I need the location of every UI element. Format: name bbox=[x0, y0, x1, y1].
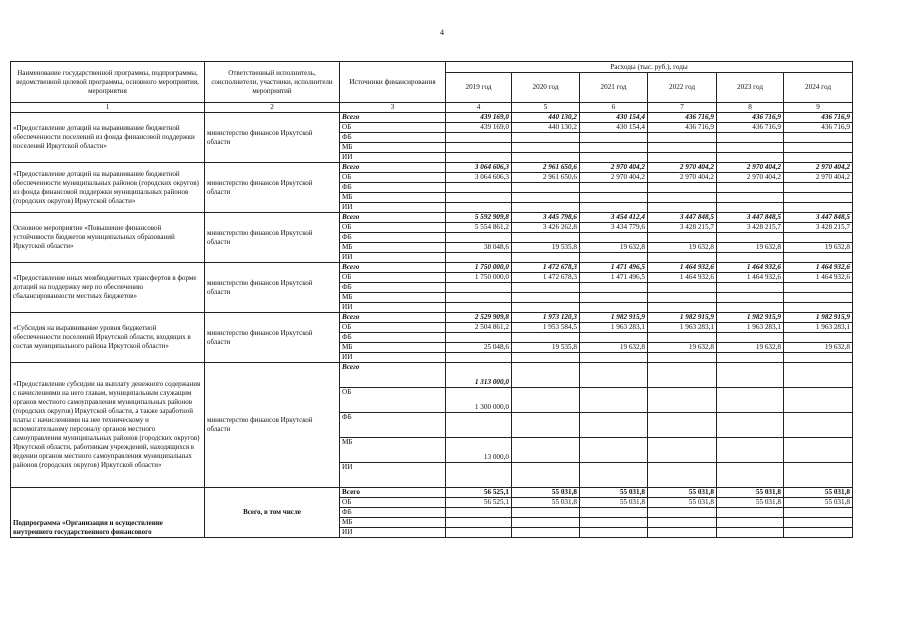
measure-name: «Предоставление дотаций на выравнивание бюджетной обеспеченности поселений из фонда финансовой поддержки поселений Иркутской области» bbox=[11, 113, 205, 163]
amount-cell bbox=[512, 133, 580, 143]
funding-source: ИИ bbox=[340, 353, 446, 363]
amount-cell bbox=[512, 153, 580, 163]
amount-cell: 1 982 915,9 bbox=[784, 313, 853, 323]
header-name: Наименование государственной программы, подпрограммы, ведомственной целевой программы, основного мероприятия, мероприятия bbox=[11, 62, 205, 103]
amount-cell: 5 554 861,2 bbox=[446, 223, 512, 233]
funding-source: МБ bbox=[340, 343, 446, 353]
amount-cell: 19 535,8 bbox=[512, 243, 580, 253]
measure-name: «Предоставление иных межбюджетных трансфертов в форме дотаций на поддержку мер по обеспечению сбалансированности местных бюджетов» bbox=[11, 263, 205, 313]
amount-cell bbox=[580, 233, 648, 243]
amount-cell bbox=[648, 253, 717, 263]
amount-cell: 55 031,8 bbox=[512, 498, 580, 508]
funding-source: ОБ bbox=[340, 273, 446, 283]
amount-cell bbox=[446, 518, 512, 528]
funding-source: ФБ bbox=[340, 233, 446, 243]
amount-cell: 3 426 262,8 bbox=[512, 223, 580, 233]
amount-cell bbox=[580, 438, 648, 463]
amount-cell: 1 750 000,0 bbox=[446, 263, 512, 273]
amount-cell: 55 031,8 bbox=[717, 488, 784, 498]
amount-cell: 2 961 650,6 bbox=[512, 163, 580, 173]
funding-source: Всего bbox=[340, 313, 446, 323]
measure-name: «Субсидия на выравнивание уровня бюджетной обеспеченности поселений Иркутской области, входящих в состав муниципального района Иркутской области» bbox=[11, 313, 205, 363]
amount-cell: 3 447 848,5 bbox=[648, 213, 717, 223]
amount-cell: 2 970 404,2 bbox=[717, 173, 784, 183]
header-year: 2024 год bbox=[784, 73, 853, 103]
header-year: 2020 год bbox=[512, 73, 580, 103]
funding-source: Всего bbox=[340, 113, 446, 123]
amount-cell: 55 031,8 bbox=[648, 498, 717, 508]
amount-cell bbox=[648, 518, 717, 528]
amount-cell bbox=[446, 183, 512, 193]
amount-cell bbox=[717, 233, 784, 243]
amount-cell bbox=[717, 293, 784, 303]
amount-cell bbox=[717, 528, 784, 538]
amount-cell: 3 064 606,3 bbox=[446, 163, 512, 173]
amount-cell bbox=[512, 438, 580, 463]
amount-cell bbox=[784, 193, 853, 203]
funding-source: ОБ bbox=[340, 223, 446, 233]
amount-cell: 439 169,0 bbox=[446, 113, 512, 123]
amount-cell bbox=[446, 528, 512, 538]
header-year: 2019 год bbox=[446, 73, 512, 103]
table-body bbox=[11, 62, 853, 538]
header-year: 2021 год bbox=[580, 73, 648, 103]
amount-cell bbox=[784, 463, 853, 488]
amount-cell bbox=[512, 143, 580, 153]
amount-cell: 439 169,0 bbox=[446, 123, 512, 133]
amount-cell: 5 592 909,8 bbox=[446, 213, 512, 223]
amount-cell: 19 632,8 bbox=[717, 343, 784, 353]
amount-cell bbox=[446, 253, 512, 263]
amount-cell bbox=[648, 193, 717, 203]
amount-cell: 19 632,8 bbox=[648, 343, 717, 353]
amount-cell bbox=[717, 388, 784, 413]
budget-table bbox=[10, 61, 853, 538]
amount-cell bbox=[717, 333, 784, 343]
amount-cell: 1 464 932,6 bbox=[648, 273, 717, 283]
amount-cell bbox=[512, 203, 580, 213]
amount-cell bbox=[648, 133, 717, 143]
amount-cell bbox=[648, 203, 717, 213]
amount-cell: 3 428 215,7 bbox=[784, 223, 853, 233]
amount-cell bbox=[648, 303, 717, 313]
amount-cell bbox=[446, 508, 512, 518]
header-year: 2023 год bbox=[717, 73, 784, 103]
amount-cell bbox=[580, 193, 648, 203]
amount-cell: 3 454 412,4 bbox=[580, 213, 648, 223]
amount-cell bbox=[784, 283, 853, 293]
column-number: 3 bbox=[340, 103, 446, 113]
header-expenses: Расходы (тыс. руб.), годы bbox=[446, 62, 853, 73]
amount-cell: 3 064 606,3 bbox=[446, 173, 512, 183]
amount-cell bbox=[446, 193, 512, 203]
funding-source: Всего bbox=[340, 488, 446, 498]
amount-cell: 55 031,8 bbox=[784, 488, 853, 498]
page-number: 4 bbox=[440, 28, 444, 37]
amount-cell: 1 982 915,9 bbox=[580, 313, 648, 323]
amount-cell bbox=[717, 518, 784, 528]
amount-cell bbox=[512, 283, 580, 293]
amount-cell: 2 970 404,2 bbox=[784, 173, 853, 183]
amount-cell bbox=[446, 413, 512, 438]
amount-cell bbox=[784, 508, 853, 518]
funding-source: ИИ bbox=[340, 153, 446, 163]
amount-cell: 430 154,4 bbox=[580, 123, 648, 133]
amount-cell: 2 961 650,6 bbox=[512, 173, 580, 183]
amount-cell bbox=[580, 183, 648, 193]
funding-source: Всего bbox=[340, 263, 446, 273]
amount-cell bbox=[648, 363, 717, 388]
amount-cell bbox=[784, 143, 853, 153]
funding-source: МБ bbox=[340, 518, 446, 528]
amount-cell bbox=[446, 133, 512, 143]
funding-source: ОБ bbox=[340, 388, 446, 413]
amount-cell: 3 447 848,5 bbox=[717, 213, 784, 223]
amount-cell bbox=[648, 233, 717, 243]
amount-cell: 2 970 404,2 bbox=[717, 163, 784, 173]
amount-cell bbox=[512, 183, 580, 193]
amount-cell bbox=[580, 143, 648, 153]
amount-cell bbox=[580, 203, 648, 213]
amount-cell bbox=[648, 413, 717, 438]
funding-source: ОБ bbox=[340, 123, 446, 133]
table-row bbox=[11, 163, 853, 173]
amount-cell bbox=[512, 233, 580, 243]
column-number: 8 bbox=[717, 103, 784, 113]
amount-cell bbox=[648, 388, 717, 413]
funding-source: ИИ bbox=[340, 253, 446, 263]
amount-cell: 436 716,9 bbox=[717, 113, 784, 123]
header-executor: Ответственный исполнитель, соисполнители, участники, исполнители мероприятий bbox=[205, 62, 340, 103]
amount-cell bbox=[784, 133, 853, 143]
amount-cell bbox=[580, 153, 648, 163]
amount-cell bbox=[648, 293, 717, 303]
amount-cell bbox=[784, 353, 853, 363]
amount-cell bbox=[446, 463, 512, 488]
amount-cell: 2 970 404,2 bbox=[580, 173, 648, 183]
amount-cell: 1 472 678,3 bbox=[512, 263, 580, 273]
amount-cell bbox=[717, 413, 784, 438]
column-number: 6 bbox=[580, 103, 648, 113]
amount-cell: 3 428 215,7 bbox=[648, 223, 717, 233]
amount-cell bbox=[446, 293, 512, 303]
amount-cell: 55 031,8 bbox=[784, 498, 853, 508]
executor: министерство финансов Иркутской области bbox=[205, 313, 340, 363]
amount-cell: 436 716,9 bbox=[648, 123, 717, 133]
amount-cell bbox=[784, 293, 853, 303]
amount-cell: 430 154,4 bbox=[580, 113, 648, 123]
amount-cell: 1 313 000,0 bbox=[446, 363, 512, 388]
amount-cell: 436 716,9 bbox=[717, 123, 784, 133]
amount-cell: 1 464 932,6 bbox=[648, 263, 717, 273]
amount-cell: 1 472 678,3 bbox=[512, 273, 580, 283]
amount-cell: 19 632,8 bbox=[784, 243, 853, 253]
amount-cell bbox=[648, 438, 717, 463]
amount-cell bbox=[784, 233, 853, 243]
amount-cell bbox=[784, 528, 853, 538]
amount-cell: 19 632,8 bbox=[580, 343, 648, 353]
column-number: 7 bbox=[648, 103, 717, 113]
amount-cell: 1 963 283,1 bbox=[717, 323, 784, 333]
amount-cell bbox=[784, 333, 853, 343]
amount-cell bbox=[580, 253, 648, 263]
amount-cell: 2 970 404,2 bbox=[784, 163, 853, 173]
amount-cell bbox=[717, 203, 784, 213]
amount-cell: 440 130,2 bbox=[512, 123, 580, 133]
measure-name: Подпрограмма «Организация и осуществление внутреннего государственного финансового bbox=[11, 488, 205, 538]
funding-source: Всего bbox=[340, 163, 446, 173]
amount-cell bbox=[784, 518, 853, 528]
amount-cell: 3 434 779,6 bbox=[580, 223, 648, 233]
amount-cell: 3 445 798,6 bbox=[512, 213, 580, 223]
amount-cell bbox=[648, 283, 717, 293]
amount-cell: 1 471 496,5 bbox=[580, 263, 648, 273]
amount-cell: 1 982 915,9 bbox=[648, 313, 717, 323]
funding-source: МБ bbox=[340, 293, 446, 303]
amount-cell bbox=[446, 283, 512, 293]
amount-cell bbox=[648, 183, 717, 193]
amount-cell bbox=[717, 193, 784, 203]
amount-cell bbox=[512, 413, 580, 438]
table-row bbox=[11, 363, 853, 388]
amount-cell bbox=[784, 303, 853, 313]
column-number: 1 bbox=[11, 103, 205, 113]
amount-cell bbox=[717, 303, 784, 313]
amount-cell: 1 464 932,6 bbox=[784, 273, 853, 283]
amount-cell bbox=[717, 438, 784, 463]
amount-cell: 1 464 932,6 bbox=[784, 263, 853, 273]
amount-cell bbox=[446, 233, 512, 243]
amount-cell bbox=[784, 388, 853, 413]
amount-cell: 2 970 404,2 bbox=[648, 163, 717, 173]
table-row bbox=[11, 213, 853, 223]
amount-cell: 19 632,8 bbox=[717, 243, 784, 253]
amount-cell bbox=[784, 363, 853, 388]
amount-cell bbox=[580, 283, 648, 293]
amount-cell bbox=[717, 353, 784, 363]
amount-cell bbox=[648, 333, 717, 343]
amount-cell bbox=[580, 363, 648, 388]
executor: министерство финансов Иркутской области bbox=[205, 213, 340, 263]
amount-cell bbox=[580, 388, 648, 413]
amount-cell bbox=[784, 203, 853, 213]
amount-cell bbox=[648, 463, 717, 488]
amount-cell bbox=[512, 333, 580, 343]
amount-cell bbox=[717, 133, 784, 143]
executor: министерство финансов Иркутской области bbox=[205, 363, 340, 488]
amount-cell bbox=[512, 193, 580, 203]
amount-cell: 55 031,8 bbox=[580, 488, 648, 498]
amount-cell: 1 464 932,6 bbox=[717, 273, 784, 283]
amount-cell: 55 031,8 bbox=[717, 498, 784, 508]
funding-source: ОБ bbox=[340, 498, 446, 508]
amount-cell bbox=[512, 518, 580, 528]
executor: министерство финансов Иркутской области bbox=[205, 263, 340, 313]
amount-cell bbox=[512, 463, 580, 488]
amount-cell bbox=[648, 508, 717, 518]
amount-cell bbox=[512, 293, 580, 303]
amount-cell bbox=[446, 333, 512, 343]
amount-cell: 1 750 000,0 bbox=[446, 273, 512, 283]
amount-cell bbox=[784, 183, 853, 193]
funding-source: ИИ bbox=[340, 528, 446, 538]
amount-cell bbox=[580, 413, 648, 438]
amount-cell: 2 529 909,8 bbox=[446, 313, 512, 323]
funding-source: ОБ bbox=[340, 173, 446, 183]
table-row bbox=[11, 263, 853, 273]
executor: министерство финансов Иркутской области bbox=[205, 113, 340, 163]
funding-source: ФБ bbox=[340, 333, 446, 343]
table-row bbox=[11, 113, 853, 123]
amount-cell: 436 716,9 bbox=[648, 113, 717, 123]
amount-cell: 19 535,8 bbox=[512, 343, 580, 353]
amount-cell: 2 970 404,2 bbox=[648, 173, 717, 183]
amount-cell bbox=[512, 363, 580, 388]
funding-source: МБ bbox=[340, 143, 446, 153]
amount-cell bbox=[717, 143, 784, 153]
amount-cell bbox=[446, 143, 512, 153]
funding-source: ИИ bbox=[340, 203, 446, 213]
amount-cell: 440 130,2 bbox=[512, 113, 580, 123]
amount-cell bbox=[784, 438, 853, 463]
amount-cell: 25 048,6 bbox=[446, 343, 512, 353]
amount-cell bbox=[717, 363, 784, 388]
funding-source: МБ bbox=[340, 438, 446, 463]
amount-cell bbox=[580, 518, 648, 528]
amount-cell: 2 970 404,2 bbox=[580, 163, 648, 173]
funding-source: МБ bbox=[340, 243, 446, 253]
amount-cell bbox=[580, 303, 648, 313]
amount-cell: 1 953 584,5 bbox=[512, 323, 580, 333]
measure-name: «Предоставление субсидии на выплату денежного содержания с начислениями на него главам, муниципальным служащим органов местного самоуправления муниципальных районов (городских округов) Иркутской области, а также заработной платы с начислениями на нее техническому и вспомогательному персоналу органов местного самоуправления муниципальных районов (городских округов) Иркутской области, работникам учреждений, находящихся в ведении органов местного самоуправления муниципальных районов (городских округов) Иркутской области» bbox=[11, 363, 205, 488]
amount-cell: 1 973 120,3 bbox=[512, 313, 580, 323]
funding-source: ФБ bbox=[340, 508, 446, 518]
funding-source: ФБ bbox=[340, 183, 446, 193]
funding-source: ИИ bbox=[340, 463, 446, 488]
executor: Всего, в том числе bbox=[205, 488, 340, 538]
amount-cell: 1 963 283,1 bbox=[784, 323, 853, 333]
amount-cell bbox=[446, 203, 512, 213]
amount-cell: 56 525,1 bbox=[446, 498, 512, 508]
amount-cell bbox=[717, 153, 784, 163]
funding-source: МБ bbox=[340, 193, 446, 203]
executor: министерство финансов Иркутской области bbox=[205, 163, 340, 213]
amount-cell: 436 716,9 bbox=[784, 123, 853, 133]
amount-cell: 55 031,8 bbox=[648, 488, 717, 498]
amount-cell: 1 963 283,1 bbox=[648, 323, 717, 333]
column-number: 2 bbox=[205, 103, 340, 113]
amount-cell bbox=[580, 293, 648, 303]
amount-cell bbox=[580, 463, 648, 488]
amount-cell bbox=[580, 353, 648, 363]
amount-cell: 1 963 283,1 bbox=[580, 323, 648, 333]
amount-cell bbox=[512, 353, 580, 363]
amount-cell: 38 048,6 bbox=[446, 243, 512, 253]
amount-cell bbox=[717, 508, 784, 518]
amount-cell: 55 031,8 bbox=[512, 488, 580, 498]
amount-cell bbox=[648, 153, 717, 163]
amount-cell bbox=[784, 253, 853, 263]
column-number: 9 bbox=[784, 103, 853, 113]
amount-cell bbox=[717, 183, 784, 193]
amount-cell bbox=[446, 303, 512, 313]
measure-name: Основное мероприятие «Повышение финансовой устойчивости бюджетов муниципальных образований Иркутской области» bbox=[11, 213, 205, 263]
amount-cell: 19 632,8 bbox=[648, 243, 717, 253]
amount-cell: 55 031,8 bbox=[580, 498, 648, 508]
amount-cell bbox=[648, 528, 717, 538]
column-number: 5 bbox=[512, 103, 580, 113]
amount-cell bbox=[580, 133, 648, 143]
amount-cell bbox=[784, 153, 853, 163]
amount-cell: 56 525,1 bbox=[446, 488, 512, 498]
amount-cell bbox=[512, 253, 580, 263]
amount-cell: 19 632,8 bbox=[784, 343, 853, 353]
amount-cell: 1 464 932,6 bbox=[717, 263, 784, 273]
amount-cell bbox=[648, 353, 717, 363]
amount-cell bbox=[580, 528, 648, 538]
amount-cell bbox=[717, 253, 784, 263]
amount-cell: 1 982 915,9 bbox=[717, 313, 784, 323]
amount-cell bbox=[446, 153, 512, 163]
funding-source: ФБ bbox=[340, 133, 446, 143]
amount-cell: 1 471 496,5 bbox=[580, 273, 648, 283]
amount-cell: 1 300 000,0 bbox=[446, 388, 512, 413]
amount-cell bbox=[717, 283, 784, 293]
table-row bbox=[11, 313, 853, 323]
amount-cell bbox=[717, 463, 784, 488]
amount-cell bbox=[784, 413, 853, 438]
header-year: 2022 год bbox=[648, 73, 717, 103]
amount-cell: 13 000,0 bbox=[446, 438, 512, 463]
header-source: Источники финансирования bbox=[340, 62, 446, 103]
amount-cell bbox=[446, 353, 512, 363]
amount-cell: 3 428 215,7 bbox=[717, 223, 784, 233]
table-row bbox=[11, 488, 853, 498]
column-number: 4 bbox=[446, 103, 512, 113]
amount-cell bbox=[512, 508, 580, 518]
amount-cell bbox=[580, 333, 648, 343]
funding-source: ФБ bbox=[340, 283, 446, 293]
amount-cell bbox=[512, 388, 580, 413]
amount-cell: 2 504 861,2 bbox=[446, 323, 512, 333]
funding-source: Всего bbox=[340, 363, 446, 388]
measure-name: «Предоставление дотаций на выравнивание бюджетной обеспеченности муниципальных районов (городских округов) из фонда финансовой поддержки муниципальных районов (городских округов) Иркутской области» bbox=[11, 163, 205, 213]
funding-source: ИИ bbox=[340, 303, 446, 313]
amount-cell bbox=[648, 143, 717, 153]
funding-source: ОБ bbox=[340, 323, 446, 333]
funding-source: Всего bbox=[340, 213, 446, 223]
amount-cell: 19 632,8 bbox=[580, 243, 648, 253]
amount-cell: 3 447 848,5 bbox=[784, 213, 853, 223]
amount-cell bbox=[512, 303, 580, 313]
amount-cell bbox=[512, 528, 580, 538]
amount-cell: 436 716,9 bbox=[784, 113, 853, 123]
amount-cell bbox=[580, 508, 648, 518]
funding-source: ФБ bbox=[340, 413, 446, 438]
